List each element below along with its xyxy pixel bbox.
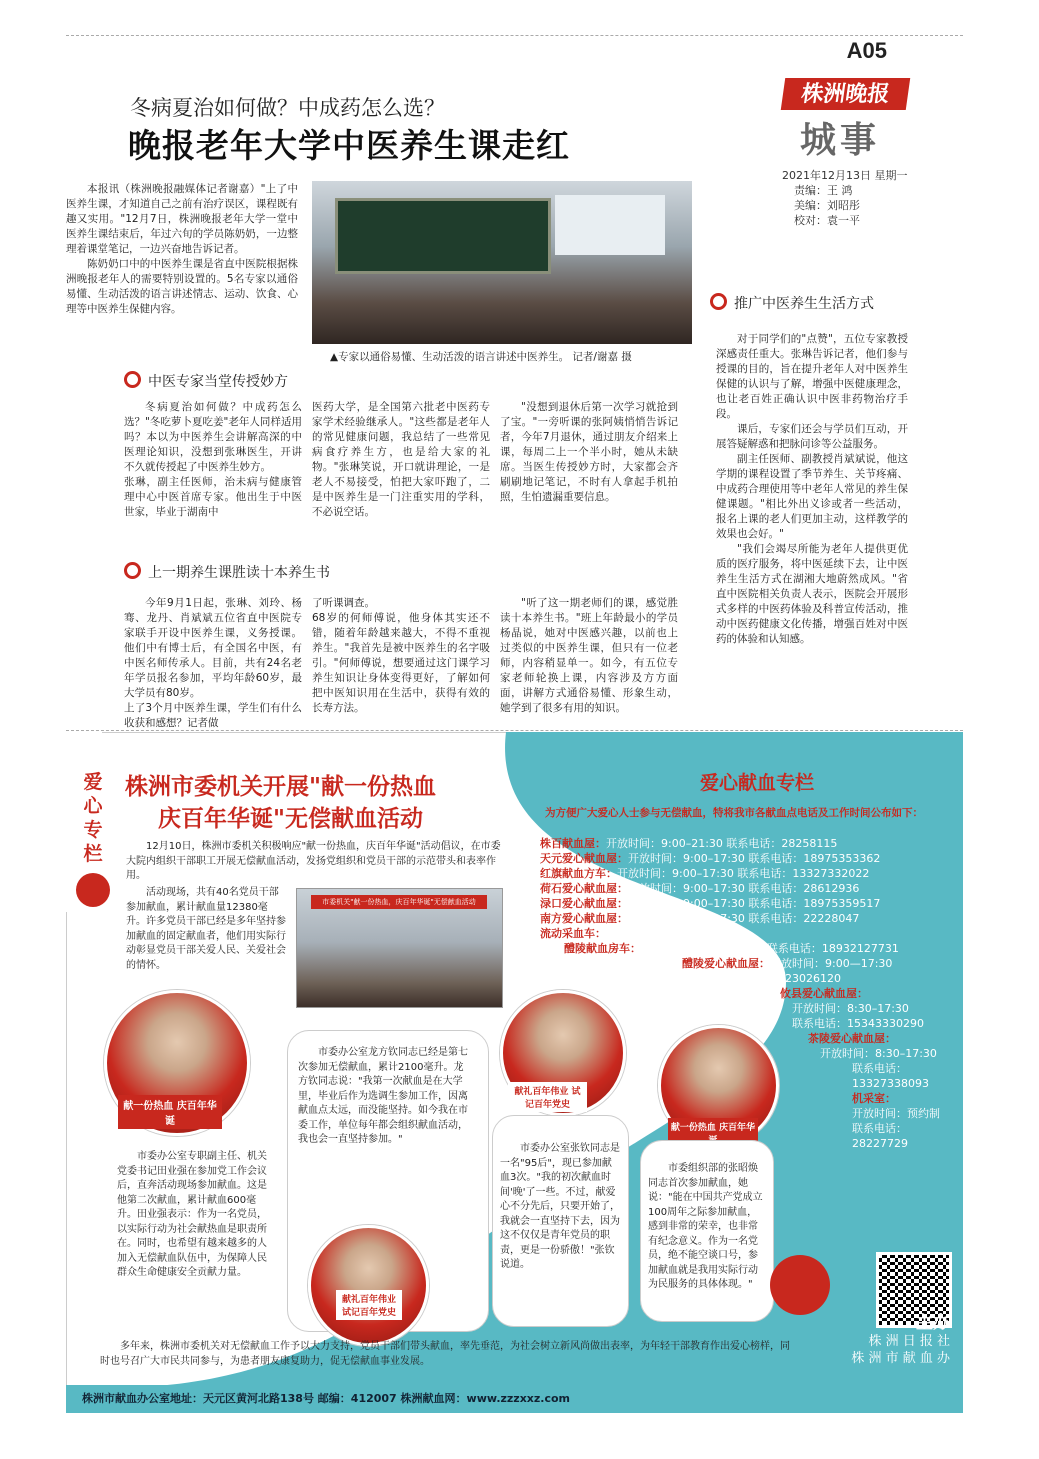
ad-intro2: 活动现场，共有40名党员干部参加献血，累计献血量12380毫升。许多党员干部已经是多年坚持参加献血的固定献血者，他们用实际行动彰显党员干部关爱人民、关爱社会的情怀。: [126, 887, 286, 971]
photo-banner: 市委机关"献一份热血，庆百年华诞"无偿献血活动: [311, 895, 487, 909]
donation-site-photo: [296, 888, 503, 1008]
story1: 市委办公室专职副主任、机关党委书记田业强在参加党工作会议后，直奔活动现场参加献血。这是他第二次献血，累计献血600毫升。田业强表示：作为一名党员，以实际行动为社会献热血是职责所在。同时，也希望有越来越多的人加入无偿献血队伍中，为保障人民群众生命健康安全贡献力量。: [117, 1151, 267, 1278]
proofreader: 校对：袁一平: [794, 214, 860, 227]
projector-screen: [555, 195, 665, 255]
section1-title: 中医专家当堂传授妙方: [124, 371, 288, 391]
article-lead: [66, 182, 298, 317]
donor-sign-3: 献礼百年伟业 试记百年党史: [508, 1082, 587, 1112]
section2-col1: 今年9月1日起，张琳、刘玲、杨骞、龙丹、肖斌斌五位省直中医院专家联手开设中医养生课，义务授课。他们中有博士后，有全国名中医，有中医名师传承人。目前，共有24名老年学员报名参加，平均年龄60岁，最大学员有80岁。 上了3个月中医养生课，学生们有什么收获和感想？记者做: [124, 597, 302, 729]
article-headline: 晚报老年大学中医养生课走红: [128, 126, 570, 165]
lead-paragraph: 陈奶奶口中的中医养生课是省直中医院根据株洲晚报老年人的需要特别设置的。5名专家以通俗易懂、生动活泼的语言讲述情志、运动、饮食、心理等中医养生保健内容。: [66, 258, 298, 315]
section2-col3: "听了这一期老师们的课，感觉胜读十本养生书。"班上年龄最小的学员杨晶说，她对中医感兴趣，以前也上过类似的中医养生课，但只有一位老师，内容稍显单一。如今，有五位专家老师轮换上课，内容涉及方方面面，讲解方式通俗易懂、形象生动，她学到了很多有用的知识。: [500, 597, 678, 714]
edition-meta: [782, 168, 912, 228]
smile-icon: [76, 873, 110, 907]
blackboard: [335, 198, 551, 274]
edition-date: 2021年12月13日 星期一: [782, 169, 908, 182]
top-rule: [66, 35, 963, 36]
page-number: A05: [846, 38, 887, 63]
section3-title: 推广中医养生生活方式: [710, 293, 874, 313]
bullet-circle-icon: [124, 371, 141, 388]
section2-col2: 了听课调查。 68岁的何师傅说，他身体其实还不错，随着年龄越来越大，不得不重视养生。"我首先是被中医养生的名字吸引。"何师傅说，想要通过这门课学习养生知识让身体变得更好，了解如何把中医知识用在生活中，获得有效的长寿方法。: [312, 597, 490, 714]
ad-side-label: 爱心专栏: [83, 771, 103, 865]
ad-footer: 株洲市献血办公室地址：天元区黄河北路138号 邮编：412007 株洲献血网：www.zzzxxz.com: [66, 1385, 963, 1413]
section1-col2: 医药大学，是全国第六批老中医药专家学术经验继承人。"这些都是老年人的常见健康问题，我总结了一些常见病食疗养生方，也是给大家的礼物。"张琳笑说，开口就讲理论，一是老人不易接受，怕把大家吓跑了，二是中医养生是一门注重实用的学科，不必说空话。: [312, 401, 490, 518]
bullet-circle-icon: [710, 293, 727, 310]
story3: 市委办公室张钦同志是一名"95后"，现已参加献血3次。"我的初次献血时间'晚'了一些。不过，献爱心不分先后，只要开始了，我就会一直坚持下去，因为这不仅仅是青年党员的职责，更是一份骄傲！"张钦说道。: [500, 1143, 620, 1270]
article-subhead: 冬病夏治如何做？中成药怎么选？: [130, 96, 445, 120]
story4: 市委组织部的张昭焕同志首次参加献血，她说："能在中国共产党成立100周年之际参加献血，感到非常的荣幸，也非常有纪念意义。作为一名党员，绝不能空谈口号，参加献血就是我用实际行动为民服务的具体体现。": [648, 1163, 763, 1290]
ad-intro: 12月10日，株洲市委机关积极响应"献一份热血，庆百年华诞"活动倡议，在市委大院内组织干部职工开展无偿献血活动，发扬党组织和党员干部的示范带头和表率作用。: [126, 841, 501, 881]
donor-sign-1: 献一份热血 庆百年华诞: [118, 1095, 222, 1129]
ad-title-line1: 株洲市委机关开展"献一份热血: [125, 773, 436, 800]
donor-sign-2: 献礼百年伟业 试记百年党史: [336, 1290, 402, 1320]
section2-title: 上一期养生课胜读十本养生书: [124, 562, 330, 582]
story2: 市委办公室龙方钦同志已经是第七次参加无偿献血，累计2100毫升。龙方钦同志说："我第一次献血是在大学里，毕业后作为选调生参加工作，因离献血点太远，而没能坚持。如今我在市委工作，单位每年都会组织献血活动，我也会一直坚持参加。": [298, 1047, 468, 1145]
blood-drop-mascot-icon: [770, 1255, 830, 1315]
bullet-circle-icon: [124, 562, 141, 579]
column-title: 爱心献血专栏: [700, 772, 815, 794]
host-organizers: 主办 株 洲 日 报 社 株 洲 市 献 血 办: [851, 1313, 950, 1366]
section1-col1: 冬病夏治如何做？中成药怎么选？"冬吃萝卜夏吃姜"老年人同样适用吗？本以为中医养生会讲解高深的中医理论知识，没想到张琳医生，开讲不久就传授起了中医养生妙方。 张琳，副主任医师，治未病与健康管理中心中医首席专家。他出生于中医世家，毕业于湖南中: [124, 401, 302, 518]
editor: 责编：王 鸿: [794, 184, 853, 197]
section3-body: 对于同学们的"点赞"，五位专家教授深感责任重大。张琳告诉记者，他们参与授课的目的，旨在提升老年人对中医养生保健的认识与了解，增强中医健康理念，也让老百姓正确认识中医非药物治疗手段。 课后，专家们还会与学员们互动，开展答疑解惑和把脉问诊等公益服务。 副主任医师、副教授肖斌斌说，他这学期的课程设置了季节养生、关节疼痛、中成药合理使用等中老年人常见的养生保健课题。"相比外出义诊或者一些活动，报名上课的老人们更加主动，这样教学的效果也会好。" "我们会竭尽所能为老年人提供更优质的医疗服务，将中医延续下去，让中医养生生活方式在湖湘大地蔚然成风。"省直中医院相关负责人表示，医院会开展形式多样的中医药体验及科普宣传活动，推动中医药健康文化传播，增强百姓对中医药的体验和认知感。: [716, 333, 908, 645]
lead-paragraph: 本报讯（株洲晚报融媒体记者谢嘉）"上了中医养生课，才知道自己之前有治疗误区，课程既有趣又实用。"12月7日，株洲晚报老年大学一堂中医养生课结束后，年过六旬的学员陈奶奶，一边整理着课堂笔记，一边兴奋地告诉记者。: [66, 183, 298, 255]
site-list: 株百献血屋：开放时间：9:00–21:30 联系电话：28258115 天元爱心献血屋：开放时间：9:00–17:30 联系电话：18975353362 红旗献血方车：开放时间：9:00–17:30 联系电话：13327332022 荷石爱心献血屋：开放时间：9:00–17:30 联系电话：28612936 渌口爱心献血屋：开放时间：9:00–17:30 联系电话：18975359517 南方爱心献血屋：开放时间：9:00–17:30 联系电话：22228047 流动采血车：联系电话：18975350933 醴陵献血房车：开放时间：9:00—17:30 联系电话：18932127731 醴陵爱心献血屋：开放时间：9:00—17:30 联系电话：23026120 攸县爱心献血屋： 开放时间：8:30–17:30 联系电话：15343330290 茶陵爱心献血屋： 开放时间：8:30–17:30 联系电话： 13327338093 机采室： 开放时间：预约制 联系电话： 28227729: [540, 837, 940, 1150]
photo-caption: ▲专家以通俗易懂、生动活泼的语言讲述中医养生。 记者/谢嘉 摄: [330, 351, 632, 363]
section1-col3: "没想到退休后第一次学习就抢到了宝。"一旁听课的张阿姨悄悄告诉记者，今年7月退休，通过朋友介绍来上课，每周二上一个半小时，她从未缺席。当医生传授妙方时，大家都会齐刷刷地记笔记，不时有人拿起手机拍照，生怕遗漏重要信息。: [500, 401, 678, 503]
section-name: 城事: [800, 119, 881, 161]
paper-logo: 株洲晚报: [781, 78, 910, 110]
ad-closing: 多年来，株洲市委机关对无偿献血工作予以大力支持，党员干部们带头献血，率先垂范，为社会树立新风尚做出表率，为年轻干部教育作出爱心榜样，同时也号召广大市民共同参与，为患者朋友康复助力，促无偿献血事业发展。: [100, 1341, 790, 1367]
designer: 美编：刘昭彤: [794, 199, 860, 212]
column-intro: 为方便广大爱心人士参与无偿献血，特将我市各献血点电话及工作时间公布如下：: [545, 807, 923, 819]
donor-photo-2: [308, 1225, 429, 1346]
ad-divider: [66, 730, 963, 731]
ad-title-line2: 庆百年华诞"无偿献血活动: [158, 805, 423, 832]
donor-sign-4: 献一份热血 庆百年华: [668, 1118, 758, 1148]
